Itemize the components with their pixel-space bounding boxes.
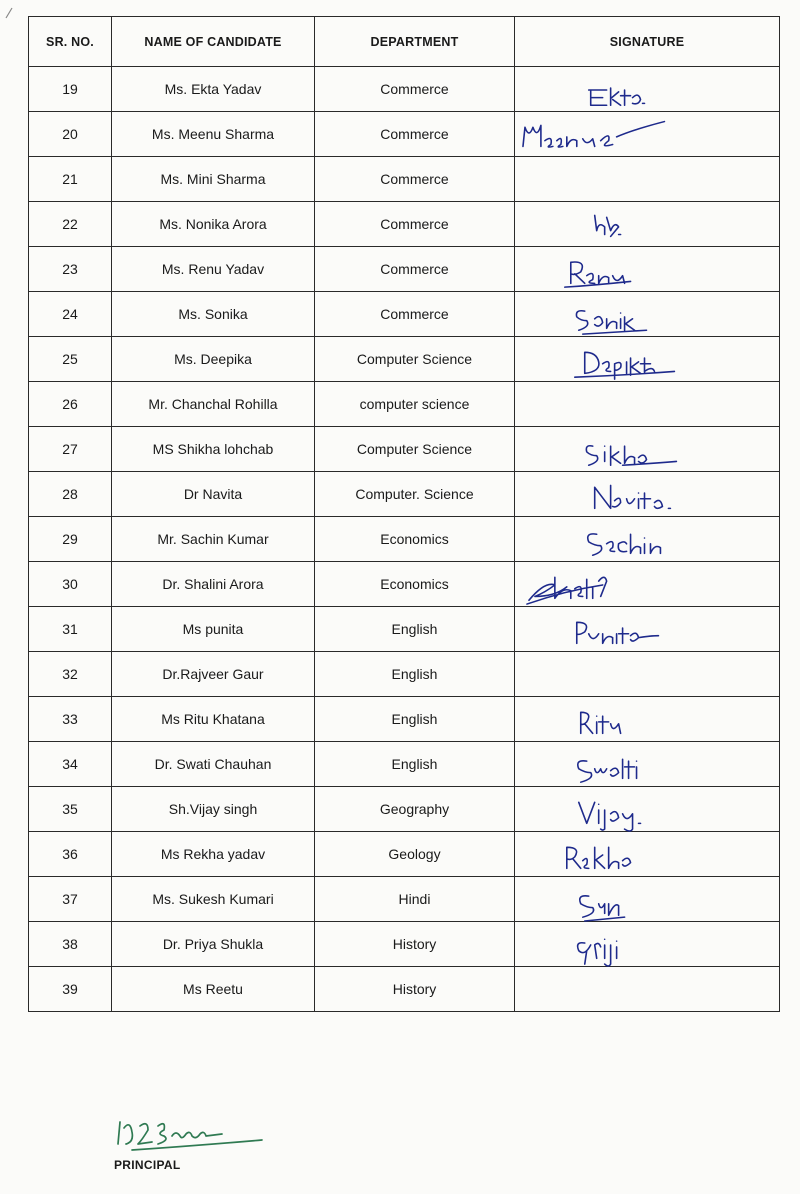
handwritten-signature <box>515 337 779 381</box>
department-cell: Commerce <box>315 67 515 112</box>
principal-signature <box>112 1110 272 1156</box>
header-signature: SIGNATURE <box>515 17 780 67</box>
table-row <box>29 562 780 607</box>
table-row <box>29 607 780 652</box>
candidate-signature-table <box>28 16 780 1012</box>
department-cell: English <box>315 607 515 652</box>
signature-cell-empty <box>515 652 780 697</box>
signature-cell <box>515 517 780 562</box>
table-row <box>29 67 780 112</box>
sr-no-cell: 22 <box>29 202 112 247</box>
signature-cell <box>515 562 780 607</box>
table-row <box>29 877 780 922</box>
sr-no-cell: 20 <box>29 112 112 157</box>
handwritten-signature <box>515 607 779 651</box>
sr-no-cell: 19 <box>29 67 112 112</box>
department-cell: Geography <box>315 787 515 832</box>
signature-cell <box>515 292 780 337</box>
pen-mark-icon <box>4 6 14 20</box>
sr-no-cell: 24 <box>29 292 112 337</box>
department-cell: Computer Science <box>315 427 515 472</box>
principal-block <box>112 1110 282 1180</box>
table-row <box>29 922 780 967</box>
table-row <box>29 787 780 832</box>
handwritten-signature <box>515 922 779 966</box>
handwritten-signature <box>515 562 779 606</box>
candidate-name-cell: Dr. Shalini Arora <box>112 562 315 607</box>
candidate-name-cell: Ms. Deepika <box>112 337 315 382</box>
candidate-name-cell: Dr Navita <box>112 472 315 517</box>
signature-cell <box>515 112 780 157</box>
table-row <box>29 832 780 877</box>
candidate-name-cell: Ms. Renu Yadav <box>112 247 315 292</box>
candidate-name-cell: Mr. Chanchal Rohilla <box>112 382 315 427</box>
sr-no-cell: 33 <box>29 697 112 742</box>
candidate-name-cell: Ms. Mini Sharma <box>112 157 315 202</box>
handwritten-signature <box>515 427 779 471</box>
candidate-name-cell: Ms Rekha yadav <box>112 832 315 877</box>
department-cell: Commerce <box>315 247 515 292</box>
handwritten-signature <box>515 742 779 786</box>
department-cell: History <box>315 922 515 967</box>
sr-no-cell: 38 <box>29 922 112 967</box>
candidate-name-cell: Mr. Sachin Kumar <box>112 517 315 562</box>
sr-no-cell: 39 <box>29 967 112 1012</box>
table-row <box>29 382 780 427</box>
department-cell: Computer Science <box>315 337 515 382</box>
signature-cell <box>515 607 780 652</box>
signature-cell <box>515 202 780 247</box>
department-cell: Commerce <box>315 292 515 337</box>
sr-no-cell: 37 <box>29 877 112 922</box>
candidate-name-cell: Dr.Rajveer Gaur <box>112 652 315 697</box>
sr-no-cell: 25 <box>29 337 112 382</box>
department-cell: Geology <box>315 832 515 877</box>
candidate-name-cell: MS Shikha lohchab <box>112 427 315 472</box>
candidate-name-cell: Ms. Nonika Arora <box>112 202 315 247</box>
candidate-name-cell: Ms punita <box>112 607 315 652</box>
signature-cell <box>515 427 780 472</box>
handwritten-signature <box>515 697 779 741</box>
signature-cell-empty <box>515 967 780 1012</box>
table-row <box>29 292 780 337</box>
candidate-name-cell: Ms. Sukesh Kumari <box>112 877 315 922</box>
handwritten-signature <box>515 67 779 111</box>
department-cell: Computer. Science <box>315 472 515 517</box>
candidate-name-cell: Dr. Swati Chauhan <box>112 742 315 787</box>
handwritten-signature <box>515 787 779 831</box>
signature-cell <box>515 337 780 382</box>
department-cell: History <box>315 967 515 1012</box>
table-row <box>29 472 780 517</box>
sr-no-cell: 30 <box>29 562 112 607</box>
department-cell: Hindi <box>315 877 515 922</box>
signature-cell <box>515 67 780 112</box>
handwritten-signature <box>515 112 779 156</box>
signature-cell <box>515 922 780 967</box>
handwritten-signature <box>515 517 779 561</box>
sr-no-cell: 36 <box>29 832 112 877</box>
table-row <box>29 652 780 697</box>
sr-no-cell: 27 <box>29 427 112 472</box>
handwritten-signature <box>515 247 779 291</box>
header-sr-no: SR. NO. <box>29 17 112 67</box>
sr-no-cell: 34 <box>29 742 112 787</box>
department-cell: Economics <box>315 517 515 562</box>
principal-label: PRINCIPAL <box>114 1158 181 1172</box>
table-row <box>29 337 780 382</box>
sr-no-cell: 26 <box>29 382 112 427</box>
handwritten-signature <box>515 292 779 336</box>
handwritten-signature <box>515 202 779 246</box>
table-row <box>29 742 780 787</box>
department-cell: Economics <box>315 562 515 607</box>
table-header-row <box>29 17 780 67</box>
candidate-name-cell: Ms. Ekta Yadav <box>112 67 315 112</box>
table-row <box>29 697 780 742</box>
department-cell: English <box>315 742 515 787</box>
candidate-name-cell: Ms Ritu Khatana <box>112 697 315 742</box>
table-row <box>29 202 780 247</box>
candidate-name-cell: Dr. Priya Shukla <box>112 922 315 967</box>
signature-cell <box>515 787 780 832</box>
department-cell: Commerce <box>315 202 515 247</box>
table-body <box>29 67 780 1012</box>
sr-no-cell: 21 <box>29 157 112 202</box>
signature-cell <box>515 742 780 787</box>
table-row <box>29 427 780 472</box>
handwritten-signature <box>515 472 779 516</box>
department-cell: Commerce <box>315 157 515 202</box>
table-row <box>29 517 780 562</box>
signature-cell <box>515 877 780 922</box>
table-row <box>29 247 780 292</box>
sr-no-cell: 35 <box>29 787 112 832</box>
candidate-name-cell: Ms. Sonika <box>112 292 315 337</box>
department-cell: English <box>315 652 515 697</box>
header-department: DEPARTMENT <box>315 17 515 67</box>
handwritten-signature <box>515 832 779 876</box>
table-row <box>29 157 780 202</box>
handwritten-signature <box>515 877 779 921</box>
signature-cell-empty <box>515 157 780 202</box>
department-cell: English <box>315 697 515 742</box>
candidate-name-cell: Ms. Meenu Sharma <box>112 112 315 157</box>
sr-no-cell: 31 <box>29 607 112 652</box>
signature-cell <box>515 832 780 877</box>
header-name: NAME OF CANDIDATE <box>112 17 315 67</box>
sr-no-cell: 29 <box>29 517 112 562</box>
signature-cell-empty <box>515 382 780 427</box>
signature-cell <box>515 247 780 292</box>
candidate-name-cell: Ms Reetu <box>112 967 315 1012</box>
sr-no-cell: 23 <box>29 247 112 292</box>
department-cell: computer science <box>315 382 515 427</box>
signature-cell <box>515 697 780 742</box>
sr-no-cell: 28 <box>29 472 112 517</box>
table-row <box>29 967 780 1012</box>
department-cell: Commerce <box>315 112 515 157</box>
sr-no-cell: 32 <box>29 652 112 697</box>
signature-cell <box>515 472 780 517</box>
candidate-name-cell: Sh.Vijay singh <box>112 787 315 832</box>
table-row <box>29 112 780 157</box>
